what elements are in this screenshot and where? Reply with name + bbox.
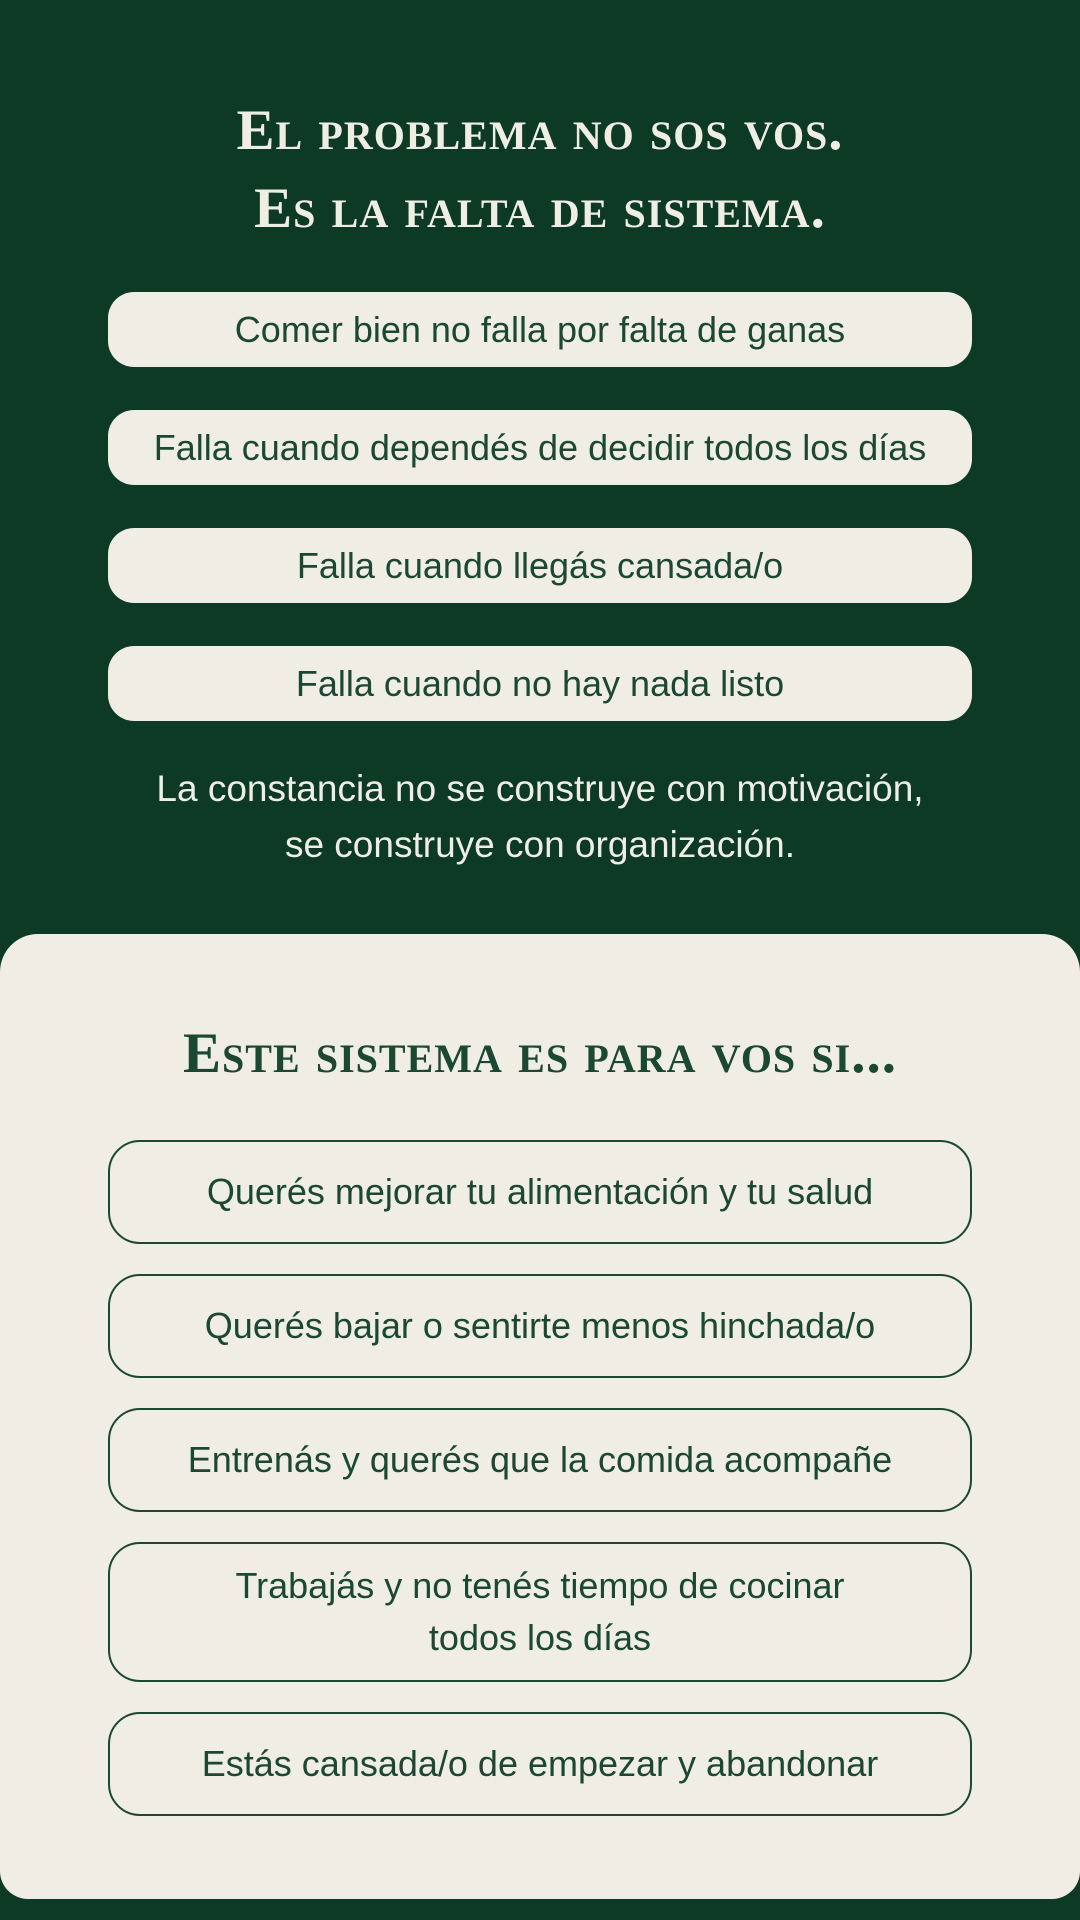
problem-pill-3 xyxy=(108,528,972,603)
audience-pill-3 xyxy=(108,1408,972,1512)
problem-pill-2-label: Falla cuando dependés de decidir todos los días xyxy=(153,426,927,468)
problem-pill-2 xyxy=(108,410,972,485)
problem-pill-4-label: Falla cuando no hay nada listo xyxy=(295,662,785,704)
audience-pill-5 xyxy=(108,1712,972,1816)
audience-pill-1 xyxy=(108,1140,972,1244)
audience-pill-4-label-line2: todos los días xyxy=(428,1617,652,1658)
problem-pill-list xyxy=(108,292,972,721)
audience-pill-4 xyxy=(108,1542,972,1682)
main-heading xyxy=(0,92,1080,248)
constancy-statement xyxy=(70,761,1010,873)
problem-pill-3-label: Falla cuando llegás cansada/o xyxy=(296,544,784,586)
audience-pill-1-label: Querés mejorar tu alimentación y tu salud xyxy=(206,1171,874,1212)
constancy-statement-line2: se construye con organización. xyxy=(284,824,796,865)
constancy-statement-line1: La constancia no se construye con motivación, xyxy=(156,768,924,809)
problem-pill-1-label: Comer bien no falla por falta de ganas xyxy=(234,308,846,350)
audience-pill-2 xyxy=(108,1274,972,1378)
audience-pill-4-label-line1: Trabajás y no tenés tiempo de cocinar xyxy=(235,1565,845,1606)
problem-section xyxy=(0,0,1080,873)
main-heading-line2: Es la falta de sistema. xyxy=(254,177,826,240)
audience-pill-2-label: Querés bajar o sentirte menos hinchada/o xyxy=(204,1305,876,1346)
audience-pill-5-label: Estás cansada/o de empezar y abandonar xyxy=(201,1743,879,1784)
audience-heading: Este sistema es para vos si... xyxy=(183,1022,897,1085)
audience-pill-3-label: Entrenás y querés que la comida acompañe xyxy=(187,1439,893,1480)
main-heading-line1: El problema no sos vos. xyxy=(236,99,844,162)
problem-pill-1 xyxy=(108,292,972,367)
audience-pill-list xyxy=(108,1140,972,1816)
audience-card xyxy=(0,934,1080,1899)
problem-pill-4 xyxy=(108,646,972,721)
